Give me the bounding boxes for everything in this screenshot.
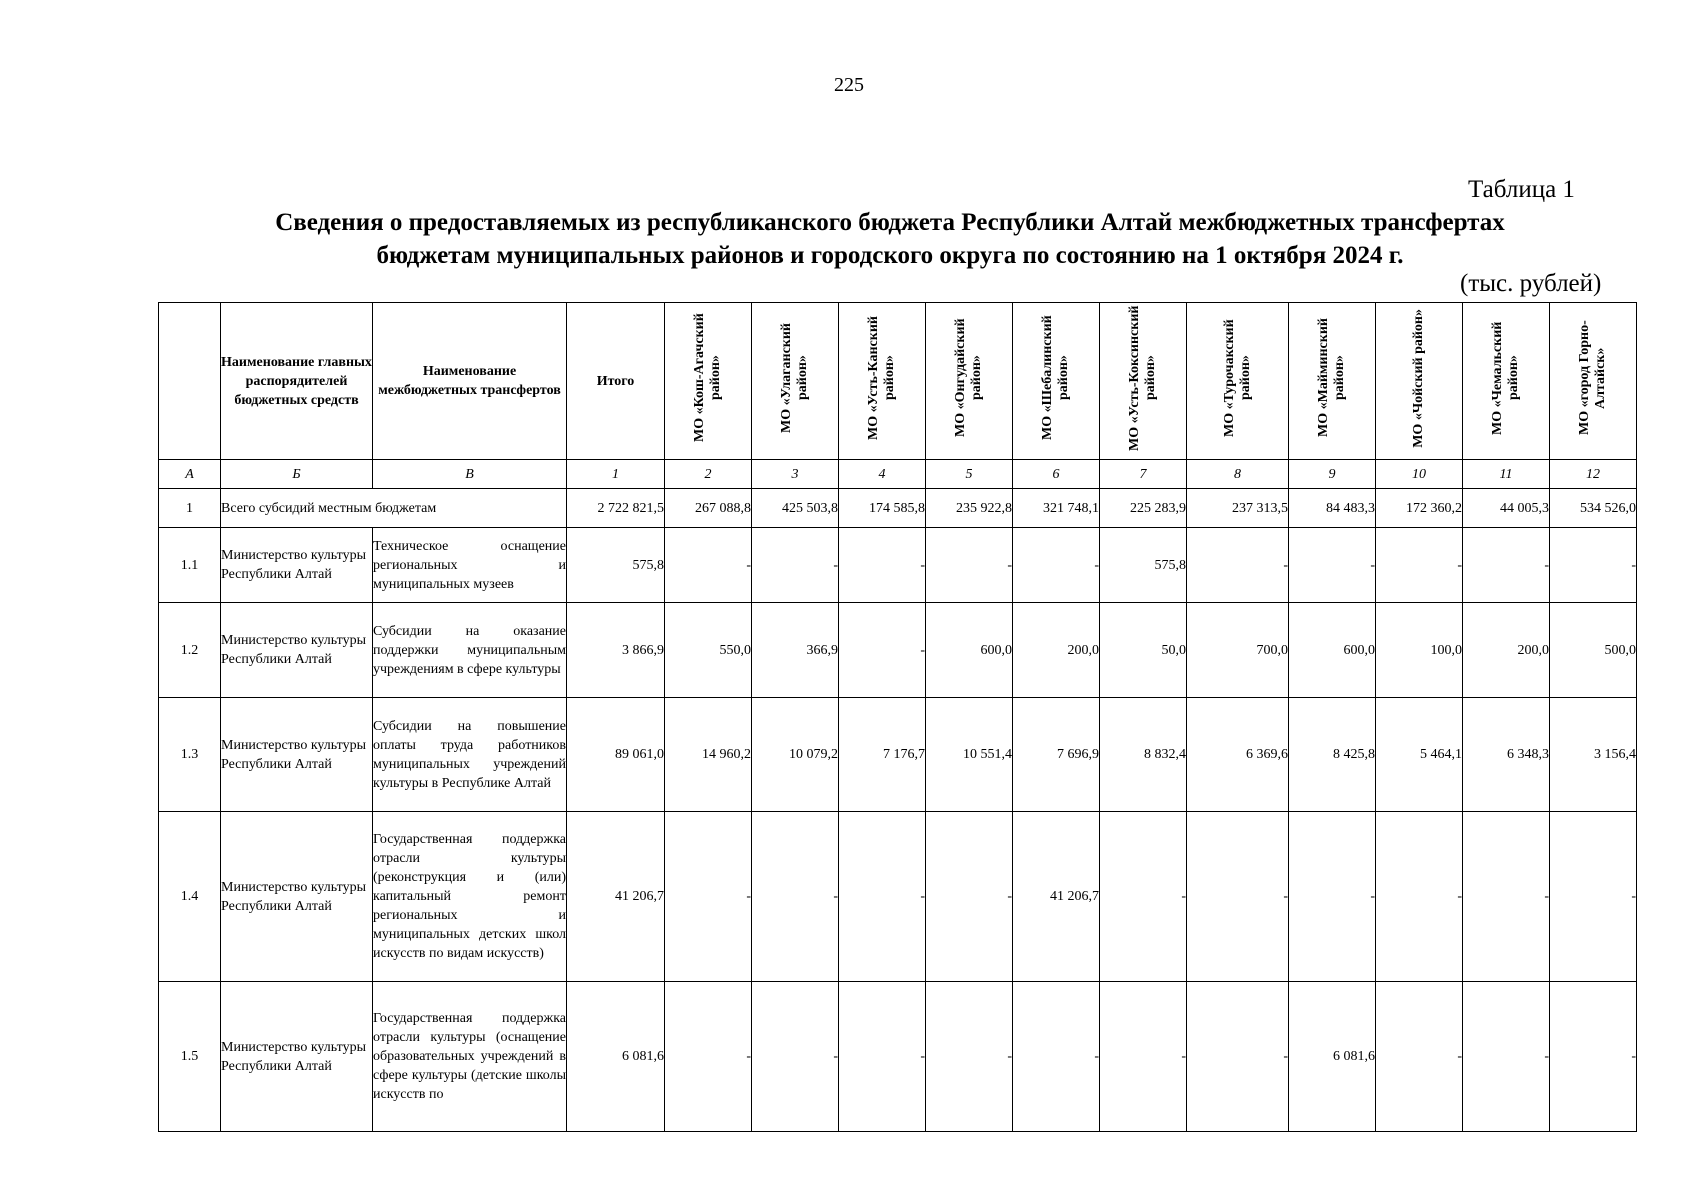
title-line-1: Сведения о предоставляемых из республиканского бюджета Республики Алтай межбюджетных трансфертах xyxy=(275,209,1505,236)
transfer-name: Государственная поддержка отрасли культуры (оснащение образовательных учреждений в сфере культуры (детские школы искусств по xyxy=(373,982,567,1132)
value-cell: - xyxy=(665,812,752,982)
district-name: МО «Майминский район» xyxy=(1316,318,1347,438)
value-cell: - xyxy=(1550,812,1637,982)
header-district xyxy=(926,303,1013,460)
total-label: Всего субсидий местным бюджетам xyxy=(221,489,567,528)
header-district xyxy=(1100,303,1187,460)
index-cell: А xyxy=(159,460,221,489)
district-name: МО «Чемальский район» xyxy=(1490,321,1521,435)
index-cell: 8 xyxy=(1187,460,1289,489)
value-cell: - xyxy=(1376,812,1463,982)
index-cell: Б xyxy=(221,460,373,489)
index-cell: 3 xyxy=(752,460,839,489)
value-cell: - xyxy=(1289,528,1376,603)
district-name: МО «Турочакский район» xyxy=(1221,319,1253,437)
header-blank xyxy=(159,303,221,460)
value-cell: - xyxy=(839,528,926,603)
header-row xyxy=(159,303,1637,460)
header-district xyxy=(1550,303,1637,460)
value-cell: 550,0 xyxy=(665,603,752,698)
index-cell: 11 xyxy=(1463,460,1550,489)
value-cell: 10 551,4 xyxy=(926,698,1013,812)
value-cell: 100,0 xyxy=(1376,603,1463,698)
row-number: 1 xyxy=(159,489,221,528)
index-cell: 12 xyxy=(1550,460,1637,489)
value-cell: 10 079,2 xyxy=(752,698,839,812)
district-name: МО «Усть-Коксинский район» xyxy=(1127,305,1158,451)
total-value: 225 283,9 xyxy=(1100,489,1187,528)
units-label: (тыс. рублей) xyxy=(1460,270,1602,297)
value-cell: - xyxy=(1013,528,1100,603)
district-name: МО «Усть-Канский район» xyxy=(866,316,897,440)
value-cell: - xyxy=(1187,812,1289,982)
header-district xyxy=(1013,303,1100,460)
total-value: 267 088,8 xyxy=(665,489,752,528)
value-cell: 7 696,9 xyxy=(1013,698,1100,812)
ministry-name: Министерство культуры Республики Алтай xyxy=(221,982,373,1132)
header-district xyxy=(752,303,839,460)
table-row xyxy=(159,982,1637,1132)
index-cell: 4 xyxy=(839,460,926,489)
index-cell: 9 xyxy=(1289,460,1376,489)
ministry-name: Министерство культуры Республики Алтай xyxy=(221,603,373,698)
value-cell: 89 061,0 xyxy=(567,698,665,812)
value-cell: 5 464,1 xyxy=(1376,698,1463,812)
header-district xyxy=(1463,303,1550,460)
value-cell: 3 156,4 xyxy=(1550,698,1637,812)
row-number: 1.2 xyxy=(159,603,221,698)
value-cell: - xyxy=(1289,812,1376,982)
value-cell: 366,9 xyxy=(752,603,839,698)
value-cell: - xyxy=(1100,982,1187,1132)
value-cell: 41 206,7 xyxy=(1013,812,1100,982)
value-cell: 575,8 xyxy=(567,528,665,603)
header-district xyxy=(1187,303,1289,460)
table-label: Таблица 1 xyxy=(1468,176,1575,203)
total-value: 174 585,8 xyxy=(839,489,926,528)
total-row xyxy=(159,489,1637,528)
total-value: 235 922,8 xyxy=(926,489,1013,528)
page-number: 225 xyxy=(834,74,864,96)
ministry-name: Министерство культуры Республики Алтай xyxy=(221,528,373,603)
document-title xyxy=(180,206,1600,272)
value-cell: - xyxy=(1463,812,1550,982)
total-value: 44 005,3 xyxy=(1463,489,1550,528)
district-name: МО «Улаганский район» xyxy=(779,323,810,433)
total-value: 84 483,3 xyxy=(1289,489,1376,528)
index-cell: В xyxy=(373,460,567,489)
district-name: МО «Кош-Агачский район» xyxy=(692,313,723,443)
value-cell: - xyxy=(752,528,839,603)
row-number: 1.4 xyxy=(159,812,221,982)
district-name: МО «город Горно-Алтайск» xyxy=(1577,320,1608,436)
value-cell: - xyxy=(1376,982,1463,1132)
value-cell: - xyxy=(926,812,1013,982)
value-cell: 8 425,8 xyxy=(1289,698,1376,812)
table-row xyxy=(159,698,1637,812)
row-number: 1.5 xyxy=(159,982,221,1132)
value-cell: - xyxy=(1550,982,1637,1132)
district-name: МО «Чойский район» xyxy=(1411,308,1426,448)
district-name: МО «Шебалинский район» xyxy=(1040,315,1071,441)
value-cell: - xyxy=(665,982,752,1132)
index-cell: 1 xyxy=(567,460,665,489)
total-value: 425 503,8 xyxy=(752,489,839,528)
table-row xyxy=(159,603,1637,698)
index-row xyxy=(159,460,1637,489)
total-value: 237 313,5 xyxy=(1187,489,1289,528)
header-ministry: Наименование главных распорядителей бюджетных средств xyxy=(221,303,373,460)
total-value: 534 526,0 xyxy=(1550,489,1637,528)
value-cell: - xyxy=(926,528,1013,603)
header-district xyxy=(839,303,926,460)
table-row xyxy=(159,528,1637,603)
ministry-name: Министерство культуры Республики Алтай xyxy=(221,698,373,812)
value-cell: - xyxy=(1550,528,1637,603)
value-cell: 14 960,2 xyxy=(665,698,752,812)
value-cell: - xyxy=(839,982,926,1132)
index-cell: 6 xyxy=(1013,460,1100,489)
header-total: Итого xyxy=(567,303,665,460)
value-cell: 6 081,6 xyxy=(1289,982,1376,1132)
value-cell: 7 176,7 xyxy=(839,698,926,812)
header-district xyxy=(1376,303,1463,460)
value-cell: 6 369,6 xyxy=(1187,698,1289,812)
value-cell: - xyxy=(1013,982,1100,1132)
value-cell: 600,0 xyxy=(1289,603,1376,698)
title-line-2: бюджетам муниципальных районов и городского округа по состоянию на 1 октября 2024 г. xyxy=(376,242,1404,269)
value-cell: 700,0 xyxy=(1187,603,1289,698)
value-cell: - xyxy=(1376,528,1463,603)
value-cell: 200,0 xyxy=(1013,603,1100,698)
total-value: 2 722 821,5 xyxy=(567,489,665,528)
value-cell: 41 206,7 xyxy=(567,812,665,982)
total-value: 321 748,1 xyxy=(1013,489,1100,528)
index-cell: 2 xyxy=(665,460,752,489)
value-cell: - xyxy=(839,812,926,982)
ministry-name: Министерство культуры Республики Алтай xyxy=(221,812,373,982)
value-cell: - xyxy=(926,982,1013,1132)
index-cell: 10 xyxy=(1376,460,1463,489)
value-cell: - xyxy=(839,603,926,698)
value-cell: - xyxy=(752,812,839,982)
header-district xyxy=(1289,303,1376,460)
transfers-table xyxy=(158,302,1637,1132)
value-cell: - xyxy=(1463,528,1550,603)
index-cell: 5 xyxy=(926,460,1013,489)
district-name: МО «Онгудайский район» xyxy=(953,318,984,438)
value-cell: - xyxy=(752,982,839,1132)
value-cell: 600,0 xyxy=(926,603,1013,698)
transfer-name: Техническое оснащение региональных и муниципальных музеев xyxy=(373,528,567,603)
index-cell: 7 xyxy=(1100,460,1187,489)
value-cell: - xyxy=(665,528,752,603)
value-cell: 3 866,9 xyxy=(567,603,665,698)
value-cell: 200,0 xyxy=(1463,603,1550,698)
transfer-name: Субсидии на повышение оплаты труда работников муниципальных учреждений культуры в Республике Алтай xyxy=(373,698,567,812)
row-number: 1.3 xyxy=(159,698,221,812)
value-cell: 6 081,6 xyxy=(567,982,665,1132)
table-row xyxy=(159,812,1637,982)
transfer-name: Государственная поддержка отрасли культуры (реконструкция и (или) капитальный ремонт региональных и муниципальных детских школ искусств по видам искусств) xyxy=(373,812,567,982)
total-value: 172 360,2 xyxy=(1376,489,1463,528)
value-cell: 500,0 xyxy=(1550,603,1637,698)
value-cell: 575,8 xyxy=(1100,528,1187,603)
transfer-name: Субсидии на оказание поддержки муниципальным учреждениям в сфере культуры xyxy=(373,603,567,698)
value-cell: 8 832,4 xyxy=(1100,698,1187,812)
value-cell: 6 348,3 xyxy=(1463,698,1550,812)
header-transfer: Наименование межбюджетных трансфертов xyxy=(373,303,567,460)
value-cell: - xyxy=(1463,982,1550,1132)
header-district xyxy=(665,303,752,460)
value-cell: - xyxy=(1187,528,1289,603)
value-cell: 50,0 xyxy=(1100,603,1187,698)
value-cell: - xyxy=(1187,982,1289,1132)
row-number: 1.1 xyxy=(159,528,221,603)
value-cell: - xyxy=(1100,812,1187,982)
